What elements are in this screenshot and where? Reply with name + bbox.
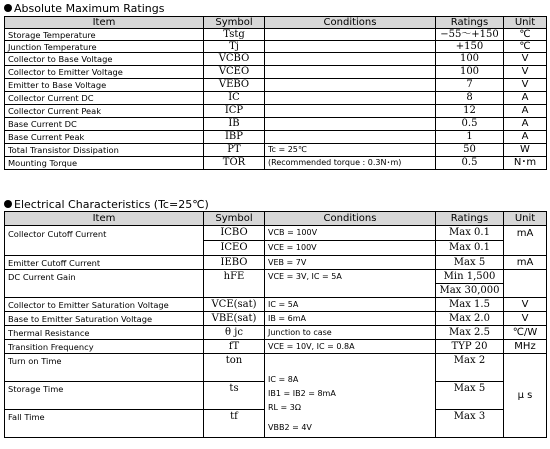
unit-cell: W: [504, 144, 547, 157]
rating-cell: Min 1,500: [436, 270, 504, 284]
table-row: [5, 312, 547, 326]
rating-cell: 50: [436, 144, 504, 157]
item-cell: Storage Temperature: [5, 29, 204, 41]
item-cell: Total Transistor Dissipation: [5, 144, 204, 157]
conditions-cell: [265, 118, 436, 131]
item-cell: Base Current DC: [5, 118, 204, 131]
symbol-cell: Tj: [204, 41, 265, 53]
table-row: [5, 79, 547, 92]
header-symbol: Symbol: [204, 17, 265, 29]
rating-cell: 8: [436, 92, 504, 105]
conditions-cell: [265, 79, 436, 92]
conditions-cell: IC = 5A: [265, 298, 436, 312]
switching-conditions-cell: [265, 354, 436, 438]
symbol-cell: Tstg: [204, 29, 265, 41]
header-conditions: Conditions: [265, 212, 436, 226]
symbol-cell: PT: [204, 144, 265, 157]
conditions-cell: VEB = 7V: [265, 256, 436, 270]
ec-header-row: [5, 212, 547, 226]
item-cell: Storage Time: [5, 382, 204, 410]
item-cell: Collector to Emitter Voltage: [5, 66, 204, 79]
symbol-cell: hFE: [204, 270, 265, 298]
conditions-cell: VCE = 3V, IC = 5A: [265, 270, 436, 298]
conditions-cell: (Recommended torque : 0.3N･m): [265, 157, 436, 170]
conditions-cell: [265, 131, 436, 144]
item-cell: Collector to Emitter Saturation Voltage: [5, 298, 204, 312]
item-cell: Base Current Peak: [5, 131, 204, 144]
table-row: [5, 326, 547, 340]
amr-header-row: [5, 17, 547, 29]
table-row: [5, 41, 547, 53]
ec-table: [4, 211, 547, 438]
unit-cell: V: [504, 79, 547, 92]
conditions-cell: VCE = 10V, IC = 0.8A: [265, 340, 436, 354]
table-row: [5, 340, 547, 354]
conditions-cell: [265, 92, 436, 105]
rating-cell: 12: [436, 105, 504, 118]
conditions-cell: [265, 29, 436, 41]
rating-cell: Max 0.1: [436, 241, 504, 256]
conditions-cell: IB = 6mA: [265, 312, 436, 326]
symbol-cell: θ jc: [204, 326, 265, 340]
rating-cell: Max 5: [436, 256, 504, 270]
table-row: [5, 144, 547, 157]
header-symbol: Symbol: [204, 212, 265, 226]
symbol-cell: VCBO: [204, 53, 265, 66]
unit-cell: ℃: [504, 29, 547, 41]
unit-cell: ℃: [504, 41, 547, 53]
header-ratings: Ratings: [436, 212, 504, 226]
symbol-cell: tf: [204, 410, 265, 438]
unit-cell: ℃/W: [504, 326, 547, 340]
item-cell: Fall Time: [5, 410, 204, 438]
unit-cell: V: [504, 53, 547, 66]
item-cell: Collector Current DC: [5, 92, 204, 105]
rating-cell: Max 2.5: [436, 326, 504, 340]
item-cell: Base to Emitter Saturation Voltage: [5, 312, 204, 326]
item-cell: Thermal Resistance: [5, 326, 204, 340]
conditions-cell: [265, 41, 436, 53]
unit-cell: A: [504, 131, 547, 144]
table-row: [5, 29, 547, 41]
unit-cell: mA: [504, 256, 547, 270]
rating-cell: 100: [436, 66, 504, 79]
unit-cell: [504, 270, 547, 298]
item-cell: DC Current Gain: [5, 270, 204, 298]
rating-cell: TYP 20: [436, 340, 504, 354]
amr-table: [4, 16, 547, 170]
item-cell: Collector to Base Voltage: [5, 53, 204, 66]
symbol-cell: IEBO: [204, 256, 265, 270]
symbol-cell: IC: [204, 92, 265, 105]
rating-cell: Max 0.1: [436, 226, 504, 241]
conditions-cell: [265, 105, 436, 118]
header-unit: Unit: [504, 212, 547, 226]
conditions-cell: [265, 66, 436, 79]
rating-cell: 1: [436, 131, 504, 144]
symbol-cell: ts: [204, 382, 265, 410]
table-row: [5, 53, 547, 66]
unit-cell: A: [504, 92, 547, 105]
item-cell: Turn on Time: [5, 354, 204, 382]
switching-condition-line: RL = 3Ω: [268, 403, 302, 412]
item-cell: Collector Current Peak: [5, 105, 204, 118]
table-row: [5, 270, 547, 284]
item-cell: Emitter Cutoff Current: [5, 256, 204, 270]
item-cell: Transition Frequency: [5, 340, 204, 354]
symbol-cell: VCE(sat): [204, 298, 265, 312]
table-row: [5, 105, 547, 118]
table-row: [5, 354, 547, 382]
unit-cell: A: [504, 105, 547, 118]
symbol-cell: VEBO: [204, 79, 265, 92]
table-row: [5, 226, 547, 241]
bullet-icon: [4, 200, 12, 208]
rating-cell: Max 1.5: [436, 298, 504, 312]
unit-cell: V: [504, 312, 547, 326]
symbol-cell: ICBO: [204, 226, 265, 241]
header-conditions: Conditions: [265, 17, 436, 29]
ec-section-title: Electrical Characteristics (Tc=25℃): [4, 198, 209, 212]
rating-cell: 7: [436, 79, 504, 92]
unit-cell: MHz: [504, 340, 547, 354]
table-row: [5, 92, 547, 105]
conditions-cell: Tc = 25℃: [265, 144, 436, 157]
item-cell: Mounting Torque: [5, 157, 204, 170]
table-row: [5, 256, 547, 270]
bullet-icon: [4, 4, 12, 12]
switching-condition-line: VBB2 = 4V: [268, 423, 312, 432]
conditions-cell: [265, 53, 436, 66]
rating-cell: Max 30,000: [436, 284, 504, 298]
item-cell: Junction Temperature: [5, 41, 204, 53]
symbol-cell: fT: [204, 340, 265, 354]
amr-section-title: Absolute Maximum Ratings: [4, 2, 164, 16]
rating-cell: Max 2: [436, 354, 504, 382]
symbol-cell: ICP: [204, 105, 265, 118]
header-unit: Unit: [504, 17, 547, 29]
symbol-cell: TOR: [204, 157, 265, 170]
unit-cell: μ s: [504, 354, 547, 438]
unit-cell: mA: [504, 226, 547, 256]
symbol-cell: VCEO: [204, 66, 265, 79]
switching-condition-line: IB1 = IB2 = 8mA: [268, 389, 336, 398]
conditions-cell: Junction to case: [265, 326, 436, 340]
symbol-cell: ton: [204, 354, 265, 382]
header-item: Item: [5, 17, 204, 29]
rating-cell: −55〜+150: [436, 29, 504, 41]
rating-cell: Max 2.0: [436, 312, 504, 326]
unit-cell: V: [504, 66, 547, 79]
switching-condition-line: IC = 8A: [268, 375, 299, 384]
symbol-cell: ICEO: [204, 241, 265, 256]
rating-cell: Max 3: [436, 410, 504, 438]
conditions-cell: VCB = 100V: [265, 226, 436, 241]
unit-cell: A: [504, 118, 547, 131]
item-cell: Collector Cutoff Current: [5, 226, 204, 256]
table-row: [5, 118, 547, 131]
table-row: [5, 131, 547, 144]
table-row: [5, 298, 547, 312]
rating-cell: Max 5: [436, 382, 504, 410]
rating-cell: 0.5: [436, 118, 504, 131]
rating-cell: 100: [436, 53, 504, 66]
header-item: Item: [5, 212, 204, 226]
symbol-cell: VBE(sat): [204, 312, 265, 326]
conditions-cell: VCE = 100V: [265, 241, 436, 256]
header-ratings: Ratings: [436, 17, 504, 29]
rating-cell: +150: [436, 41, 504, 53]
rating-cell: 0.5: [436, 157, 504, 170]
symbol-cell: IBP: [204, 131, 265, 144]
table-row: [5, 157, 547, 170]
unit-cell: V: [504, 298, 547, 312]
item-cell: Emitter to Base Voltage: [5, 79, 204, 92]
table-row: [5, 66, 547, 79]
symbol-cell: IB: [204, 118, 265, 131]
unit-cell: N･m: [504, 157, 547, 170]
